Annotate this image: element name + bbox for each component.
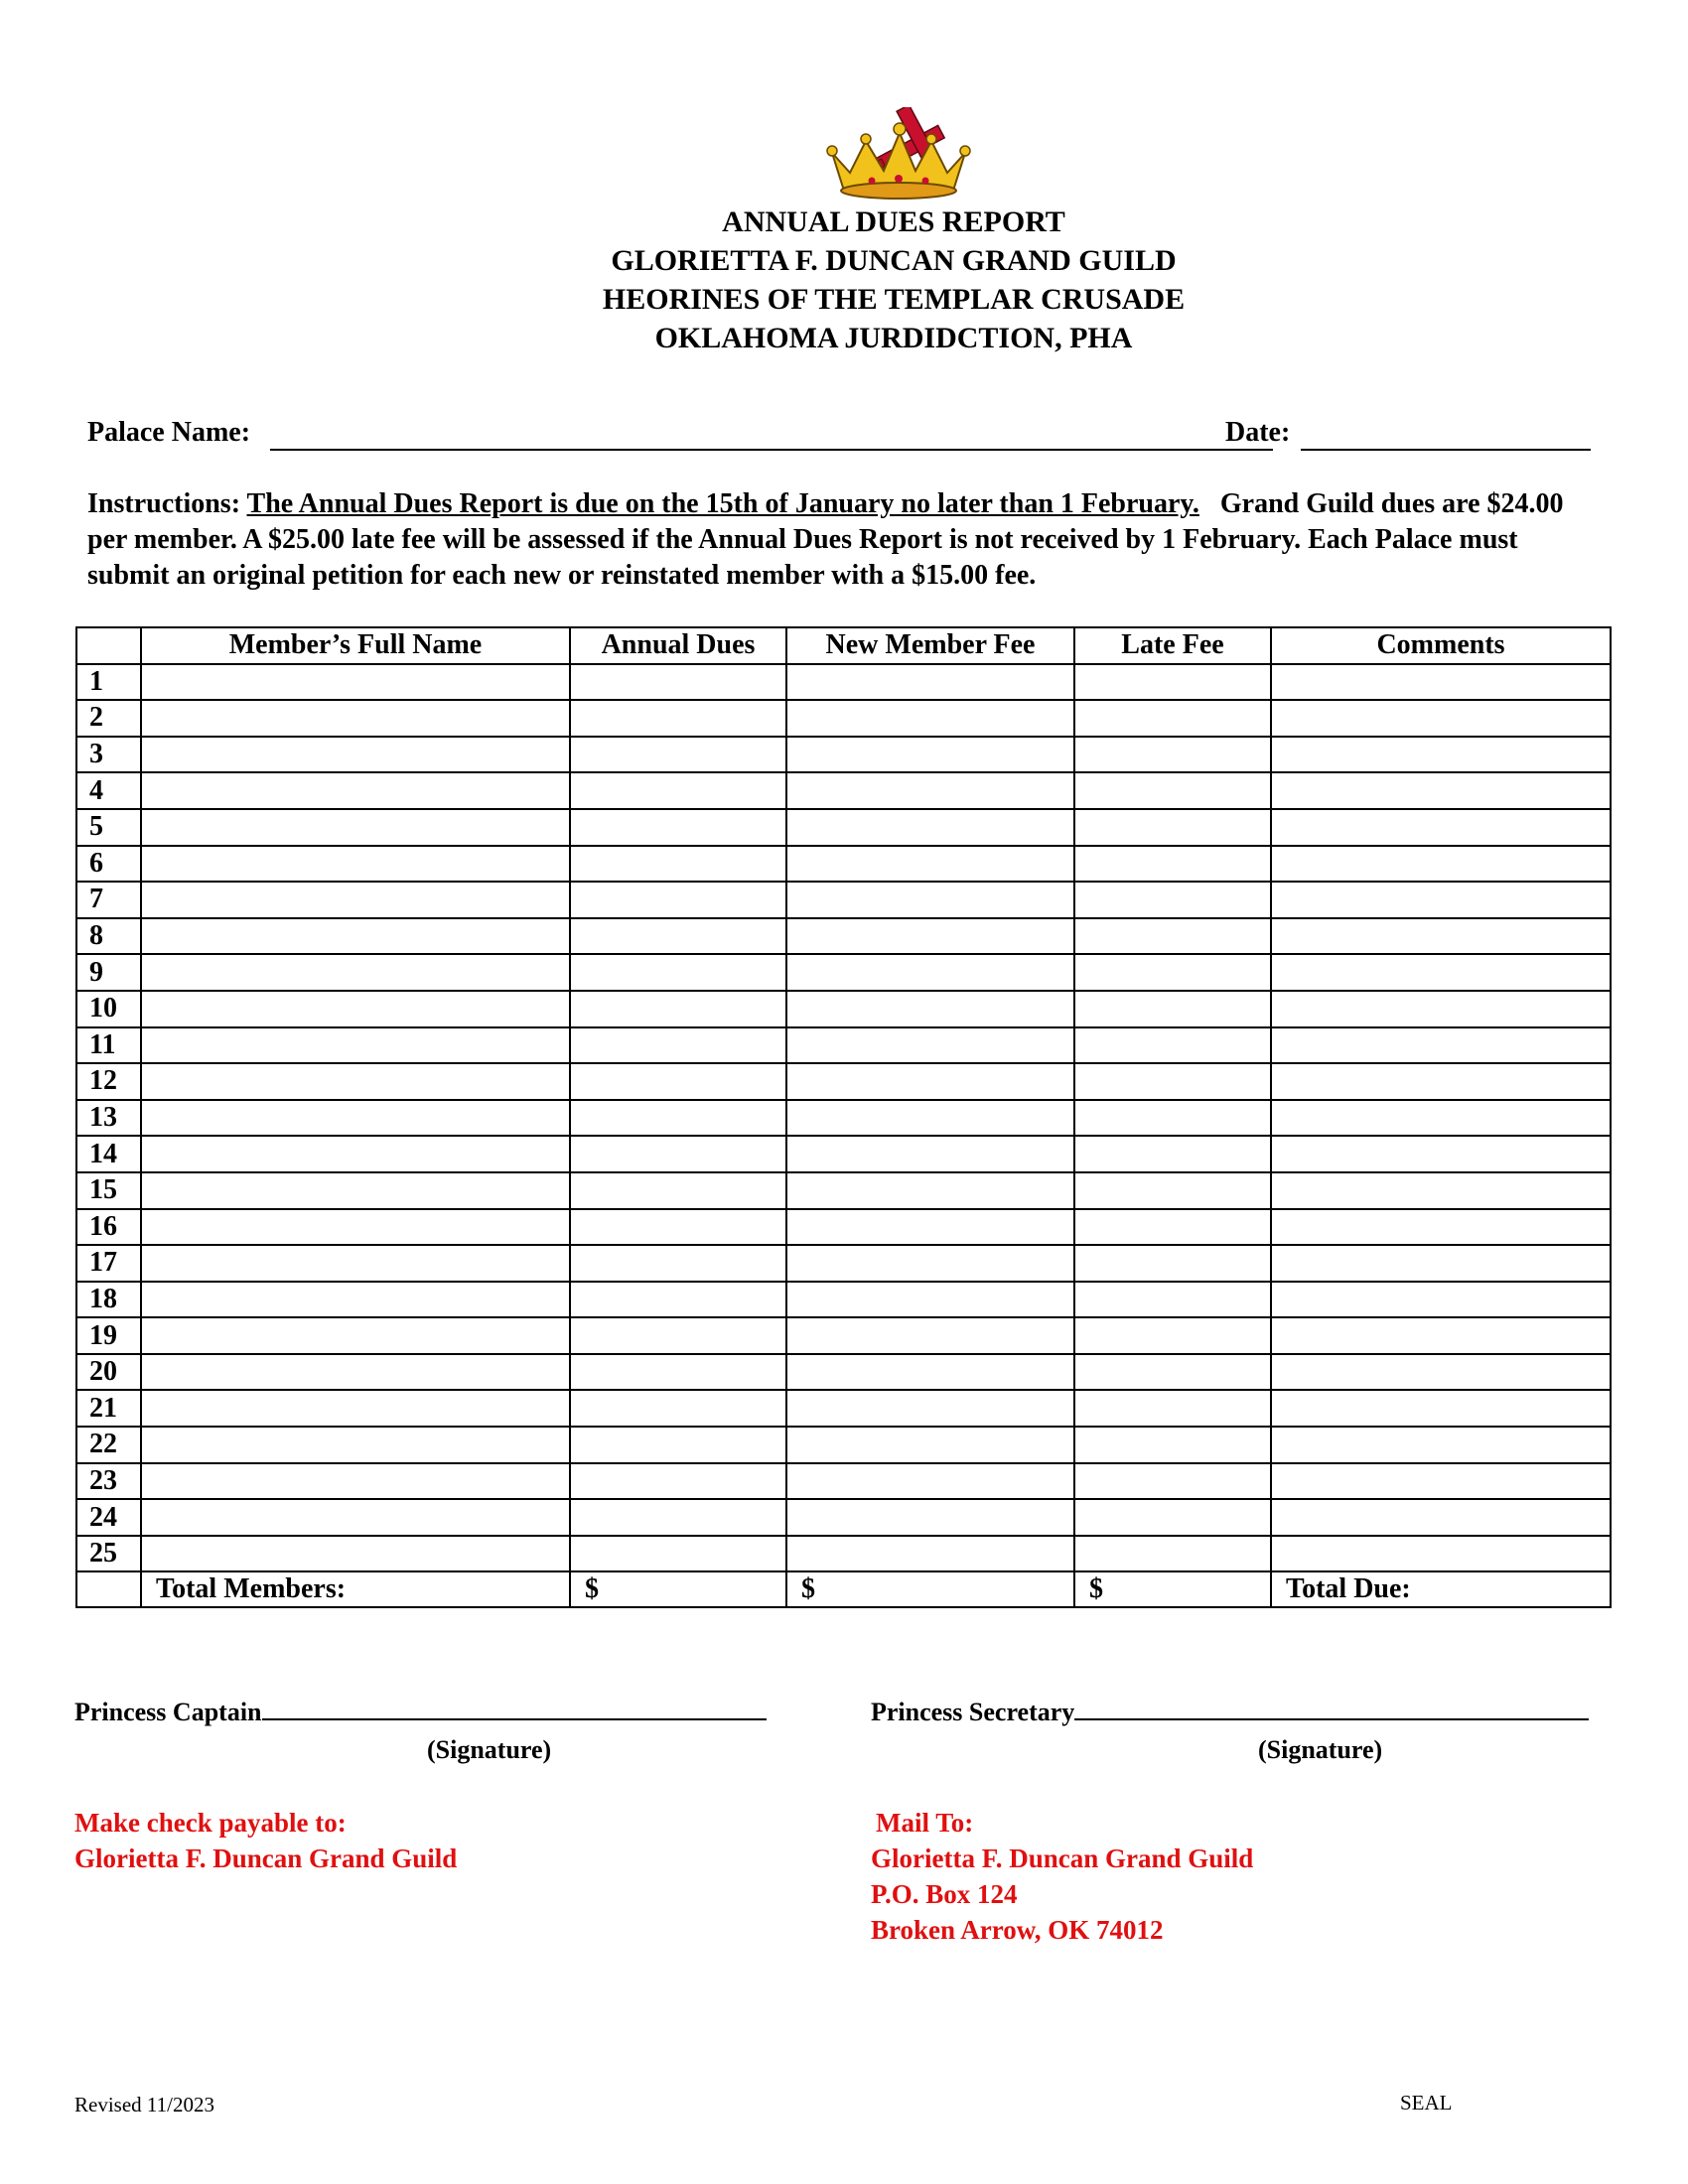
table-row bbox=[76, 1136, 1611, 1172]
total-due-label: Total Due: bbox=[1271, 1571, 1611, 1607]
comments-cell[interactable] bbox=[1271, 1136, 1611, 1172]
comments-cell[interactable] bbox=[1271, 1172, 1611, 1209]
comments-cell[interactable] bbox=[1271, 1209, 1611, 1246]
annual-dues-cell[interactable] bbox=[570, 882, 786, 918]
comments-cell[interactable] bbox=[1271, 954, 1611, 991]
member-name-cell[interactable] bbox=[141, 1390, 570, 1427]
row-number: 1 bbox=[76, 664, 141, 701]
report-header bbox=[0, 203, 1688, 357]
comments-cell[interactable] bbox=[1271, 1536, 1611, 1572]
table-row bbox=[76, 1536, 1611, 1572]
seal-label: SEAL bbox=[1400, 2091, 1453, 2115]
late-fee-cell[interactable] bbox=[1074, 1063, 1271, 1100]
member-name-cell[interactable] bbox=[141, 1063, 570, 1100]
captain-signature bbox=[74, 1698, 767, 1727]
annual-dues-cell[interactable] bbox=[570, 1063, 786, 1100]
crown-icon bbox=[827, 123, 970, 199]
date-field[interactable] bbox=[1301, 449, 1591, 451]
header-title: ANNUAL DUES REPORT bbox=[722, 205, 1065, 238]
totals-blank-cell bbox=[76, 1571, 141, 1607]
late-fee-cell[interactable] bbox=[1074, 1427, 1271, 1463]
table-row bbox=[76, 809, 1611, 846]
table-row bbox=[76, 1282, 1611, 1318]
total-members-label: Total Members: bbox=[141, 1571, 570, 1607]
row-number: 6 bbox=[76, 846, 141, 883]
captain-signature-line[interactable] bbox=[262, 1699, 767, 1720]
mail-box: P.O. Box 124 bbox=[871, 1879, 1018, 1909]
captain-signature-note: (Signature) bbox=[427, 1735, 552, 1764]
late-fee-cell[interactable] bbox=[1074, 1317, 1271, 1354]
annual-dues-cell[interactable] bbox=[570, 1282, 786, 1318]
late-fee-cell[interactable] bbox=[1074, 1499, 1271, 1536]
late-fee-cell[interactable] bbox=[1074, 700, 1271, 737]
row-number: 13 bbox=[76, 1100, 141, 1137]
row-number: 16 bbox=[76, 1209, 141, 1246]
late-fee-cell[interactable] bbox=[1074, 1172, 1271, 1209]
annual-dues-cell[interactable] bbox=[570, 1317, 786, 1354]
comments-cell[interactable] bbox=[1271, 1063, 1611, 1100]
table-row bbox=[76, 1317, 1611, 1354]
member-name-cell[interactable] bbox=[141, 1536, 570, 1572]
new-member-fee-cell[interactable] bbox=[786, 700, 1074, 737]
member-name-cell[interactable] bbox=[141, 1136, 570, 1172]
row-number: 17 bbox=[76, 1245, 141, 1282]
late-fee-cell[interactable] bbox=[1074, 737, 1271, 773]
dues-table bbox=[75, 626, 1612, 1608]
annual-dues-cell[interactable] bbox=[570, 918, 786, 955]
table-row bbox=[76, 1463, 1611, 1500]
late-fee-cell[interactable] bbox=[1074, 809, 1271, 846]
late-fee-cell[interactable] bbox=[1074, 1136, 1271, 1172]
annual-dues-cell[interactable] bbox=[570, 1027, 786, 1064]
late-fee-cell[interactable] bbox=[1074, 1100, 1271, 1137]
row-number: 5 bbox=[76, 809, 141, 846]
comments-cell[interactable] bbox=[1271, 664, 1611, 701]
col-header-new-member-fee: New Member Fee bbox=[786, 627, 1074, 664]
comments-cell[interactable] bbox=[1271, 1463, 1611, 1500]
member-name-cell[interactable] bbox=[141, 1100, 570, 1137]
member-name-cell[interactable] bbox=[141, 846, 570, 883]
member-name-cell[interactable] bbox=[141, 1027, 570, 1064]
header-order: HEORINES OF THE TEMPLAR CRUSADE bbox=[602, 283, 1186, 316]
member-name-cell[interactable] bbox=[141, 954, 570, 991]
row-number: 24 bbox=[76, 1499, 141, 1536]
table-row bbox=[76, 1427, 1611, 1463]
new-member-fee-cell[interactable] bbox=[786, 1027, 1074, 1064]
table-row bbox=[76, 954, 1611, 991]
member-name-cell[interactable] bbox=[141, 1499, 570, 1536]
new-member-fee-cell[interactable] bbox=[786, 1063, 1074, 1100]
annual-dues-cell[interactable] bbox=[570, 1172, 786, 1209]
new-member-fee-cell[interactable] bbox=[786, 1209, 1074, 1246]
comments-cell[interactable] bbox=[1271, 991, 1611, 1027]
header-guild: GLORIETTA F. DUNCAN GRAND GUILD bbox=[611, 244, 1177, 277]
total-late-fee[interactable]: $ bbox=[1074, 1571, 1271, 1607]
total-new-member-fee[interactable]: $ bbox=[786, 1571, 1074, 1607]
table-row bbox=[76, 664, 1611, 701]
row-number: 12 bbox=[76, 1063, 141, 1100]
member-name-cell[interactable] bbox=[141, 1172, 570, 1209]
member-name-cell[interactable] bbox=[141, 991, 570, 1027]
instructions bbox=[87, 486, 1597, 594]
date-label: Date: bbox=[1225, 417, 1291, 448]
secretary-signature-line[interactable] bbox=[1074, 1699, 1589, 1720]
table-row bbox=[76, 700, 1611, 737]
new-member-fee-cell[interactable] bbox=[786, 809, 1074, 846]
table-row bbox=[76, 737, 1611, 773]
row-number: 11 bbox=[76, 1027, 141, 1064]
new-member-fee-cell[interactable] bbox=[786, 954, 1074, 991]
member-name-cell[interactable] bbox=[141, 700, 570, 737]
row-number: 7 bbox=[76, 882, 141, 918]
new-member-fee-cell[interactable] bbox=[786, 1282, 1074, 1318]
new-member-fee-cell[interactable] bbox=[786, 1390, 1074, 1427]
annual-dues-cell[interactable] bbox=[570, 1427, 786, 1463]
mail-name: Glorietta F. Duncan Grand Guild bbox=[871, 1843, 1254, 1873]
table-header-row bbox=[76, 627, 1611, 664]
late-fee-cell[interactable] bbox=[1074, 1245, 1271, 1282]
row-number: 25 bbox=[76, 1536, 141, 1572]
comments-cell[interactable] bbox=[1271, 1282, 1611, 1318]
mail-block bbox=[871, 1805, 1253, 1948]
row-number: 10 bbox=[76, 991, 141, 1027]
palace-name-label: Palace Name: bbox=[87, 417, 251, 448]
table-row bbox=[76, 991, 1611, 1027]
comments-cell[interactable] bbox=[1271, 737, 1611, 773]
captain-signature-label: Princess Captain bbox=[74, 1698, 262, 1726]
late-fee-cell[interactable] bbox=[1074, 882, 1271, 918]
late-fee-cell[interactable] bbox=[1074, 1209, 1271, 1246]
annual-dues-cell[interactable] bbox=[570, 1390, 786, 1427]
late-fee-cell[interactable] bbox=[1074, 1390, 1271, 1427]
annual-dues-cell[interactable] bbox=[570, 1100, 786, 1137]
comments-cell[interactable] bbox=[1271, 1499, 1611, 1536]
annual-dues-cell[interactable] bbox=[570, 1463, 786, 1500]
secretary-signature-label: Princess Secretary bbox=[871, 1698, 1075, 1726]
annual-dues-cell[interactable] bbox=[570, 737, 786, 773]
annual-dues-cell[interactable] bbox=[570, 1536, 786, 1572]
member-name-cell[interactable] bbox=[141, 772, 570, 809]
annual-dues-cell[interactable] bbox=[570, 1354, 786, 1391]
row-number: 14 bbox=[76, 1136, 141, 1172]
new-member-fee-cell[interactable] bbox=[786, 1427, 1074, 1463]
table-row bbox=[76, 1172, 1611, 1209]
member-name-cell[interactable] bbox=[141, 1282, 570, 1318]
payable-name: Glorietta F. Duncan Grand Guild bbox=[74, 1843, 458, 1873]
new-member-fee-cell[interactable] bbox=[786, 882, 1074, 918]
secretary-signature bbox=[871, 1698, 1589, 1727]
member-name-cell[interactable] bbox=[141, 1427, 570, 1463]
mail-city: Broken Arrow, OK 74012 bbox=[871, 1915, 1164, 1945]
annual-dues-cell[interactable] bbox=[570, 664, 786, 701]
new-member-fee-cell[interactable] bbox=[786, 991, 1074, 1027]
table-row bbox=[76, 882, 1611, 918]
dues-table-body bbox=[76, 664, 1611, 1572]
comments-cell[interactable] bbox=[1271, 809, 1611, 846]
member-name-cell[interactable] bbox=[141, 1317, 570, 1354]
annual-dues-cell[interactable] bbox=[570, 991, 786, 1027]
row-number: 2 bbox=[76, 700, 141, 737]
comments-cell[interactable] bbox=[1271, 1354, 1611, 1391]
new-member-fee-cell[interactable] bbox=[786, 1499, 1074, 1536]
new-member-fee-cell[interactable] bbox=[786, 1536, 1074, 1572]
new-member-fee-cell[interactable] bbox=[786, 1354, 1074, 1391]
total-annual-dues[interactable]: $ bbox=[570, 1571, 786, 1607]
instructions-deadline: The Annual Dues Report is due on the 15th of January no later than 1 February. bbox=[246, 488, 1199, 519]
table-row bbox=[76, 1499, 1611, 1536]
table-row bbox=[76, 1100, 1611, 1137]
new-member-fee-cell[interactable] bbox=[786, 1245, 1074, 1282]
row-number: 3 bbox=[76, 737, 141, 773]
row-number: 21 bbox=[76, 1390, 141, 1427]
instructions-details: Grand Guild dues are $24.00 per member. A $25.00 late fee will be assessed if the Annual Dues Report is not received by 1 February. Each Palace must submit an original petition for each new or reinstated member with a $15.00 fee. bbox=[87, 488, 1564, 591]
table-row bbox=[76, 1354, 1611, 1391]
col-header-annual-dues: Annual Dues bbox=[570, 627, 786, 664]
member-name-cell[interactable] bbox=[141, 809, 570, 846]
new-member-fee-cell[interactable] bbox=[786, 846, 1074, 883]
payable-label: Make check payable to: bbox=[74, 1808, 347, 1838]
comments-cell[interactable] bbox=[1271, 1245, 1611, 1282]
member-name-cell[interactable] bbox=[141, 664, 570, 701]
late-fee-cell[interactable] bbox=[1074, 664, 1271, 701]
comments-cell[interactable] bbox=[1271, 1100, 1611, 1137]
comments-cell[interactable] bbox=[1271, 1317, 1611, 1354]
late-fee-cell[interactable] bbox=[1074, 918, 1271, 955]
late-fee-cell[interactable] bbox=[1074, 846, 1271, 883]
col-header-late-fee: Late Fee bbox=[1074, 627, 1271, 664]
comments-cell[interactable] bbox=[1271, 1027, 1611, 1064]
col-header-comments: Comments bbox=[1271, 627, 1611, 664]
new-member-fee-cell[interactable] bbox=[786, 1317, 1074, 1354]
comments-cell[interactable] bbox=[1271, 918, 1611, 955]
secretary-signature-note: (Signature) bbox=[1258, 1735, 1383, 1764]
late-fee-cell[interactable] bbox=[1074, 1536, 1271, 1572]
table-row bbox=[76, 846, 1611, 883]
annual-dues-cell[interactable] bbox=[570, 1209, 786, 1246]
row-number: 8 bbox=[76, 918, 141, 955]
table-row bbox=[76, 1245, 1611, 1282]
new-member-fee-cell[interactable] bbox=[786, 1136, 1074, 1172]
table-row bbox=[76, 918, 1611, 955]
instructions-label: Instructions: bbox=[87, 488, 241, 519]
new-member-fee-cell[interactable] bbox=[786, 664, 1074, 701]
late-fee-cell[interactable] bbox=[1074, 991, 1271, 1027]
member-name-cell[interactable] bbox=[141, 1209, 570, 1246]
annual-dues-cell[interactable] bbox=[570, 772, 786, 809]
table-row bbox=[76, 1063, 1611, 1100]
annual-dues-cell[interactable] bbox=[570, 1136, 786, 1172]
late-fee-cell[interactable] bbox=[1074, 1463, 1271, 1500]
payable-block bbox=[74, 1805, 457, 1876]
col-header-number bbox=[76, 627, 141, 664]
late-fee-cell[interactable] bbox=[1074, 954, 1271, 991]
member-name-cell[interactable] bbox=[141, 1354, 570, 1391]
row-number: 4 bbox=[76, 772, 141, 809]
member-name-cell[interactable] bbox=[141, 918, 570, 955]
comments-cell[interactable] bbox=[1271, 846, 1611, 883]
annual-dues-cell[interactable] bbox=[570, 1499, 786, 1536]
row-number: 23 bbox=[76, 1463, 141, 1500]
comments-cell[interactable] bbox=[1271, 1390, 1611, 1427]
palace-date-row bbox=[87, 417, 1597, 457]
comments-cell[interactable] bbox=[1271, 700, 1611, 737]
table-row bbox=[76, 772, 1611, 809]
member-name-cell[interactable] bbox=[141, 737, 570, 773]
row-number: 9 bbox=[76, 954, 141, 991]
late-fee-cell[interactable] bbox=[1074, 1282, 1271, 1318]
table-row bbox=[76, 1390, 1611, 1427]
late-fee-cell[interactable] bbox=[1074, 1354, 1271, 1391]
table-row bbox=[76, 1027, 1611, 1064]
comments-cell[interactable] bbox=[1271, 772, 1611, 809]
row-number: 19 bbox=[76, 1317, 141, 1354]
annual-dues-cell[interactable] bbox=[570, 846, 786, 883]
row-number: 20 bbox=[76, 1354, 141, 1391]
row-number: 22 bbox=[76, 1427, 141, 1463]
mail-label: Mail To: bbox=[876, 1808, 974, 1838]
revision-note: Revised 11/2023 bbox=[74, 2093, 214, 2116]
member-name-cell[interactable] bbox=[141, 882, 570, 918]
member-name-cell[interactable] bbox=[141, 1463, 570, 1500]
palace-name-field[interactable] bbox=[270, 449, 1273, 451]
late-fee-cell[interactable] bbox=[1074, 772, 1271, 809]
row-number: 18 bbox=[76, 1282, 141, 1318]
header-jurisdiction: OKLAHOMA JURDIDCTION, PHA bbox=[654, 322, 1133, 354]
comments-cell[interactable] bbox=[1271, 1427, 1611, 1463]
late-fee-cell[interactable] bbox=[1074, 1027, 1271, 1064]
annual-dues-cell[interactable] bbox=[570, 700, 786, 737]
comments-cell[interactable] bbox=[1271, 882, 1611, 918]
table-row bbox=[76, 1209, 1611, 1246]
new-member-fee-cell[interactable] bbox=[786, 1172, 1074, 1209]
new-member-fee-cell[interactable] bbox=[786, 737, 1074, 773]
annual-dues-cell[interactable] bbox=[570, 809, 786, 846]
crown-and-cross-emblem bbox=[822, 107, 977, 203]
new-member-fee-cell[interactable] bbox=[786, 1100, 1074, 1137]
new-member-fee-cell[interactable] bbox=[786, 772, 1074, 809]
member-name-cell[interactable] bbox=[141, 1245, 570, 1282]
new-member-fee-cell[interactable] bbox=[786, 918, 1074, 955]
annual-dues-cell[interactable] bbox=[570, 1245, 786, 1282]
new-member-fee-cell[interactable] bbox=[786, 1463, 1074, 1500]
col-header-name: Member’s Full Name bbox=[141, 627, 570, 664]
annual-dues-cell[interactable] bbox=[570, 954, 786, 991]
totals-row bbox=[76, 1571, 1611, 1607]
row-number: 15 bbox=[76, 1172, 141, 1209]
